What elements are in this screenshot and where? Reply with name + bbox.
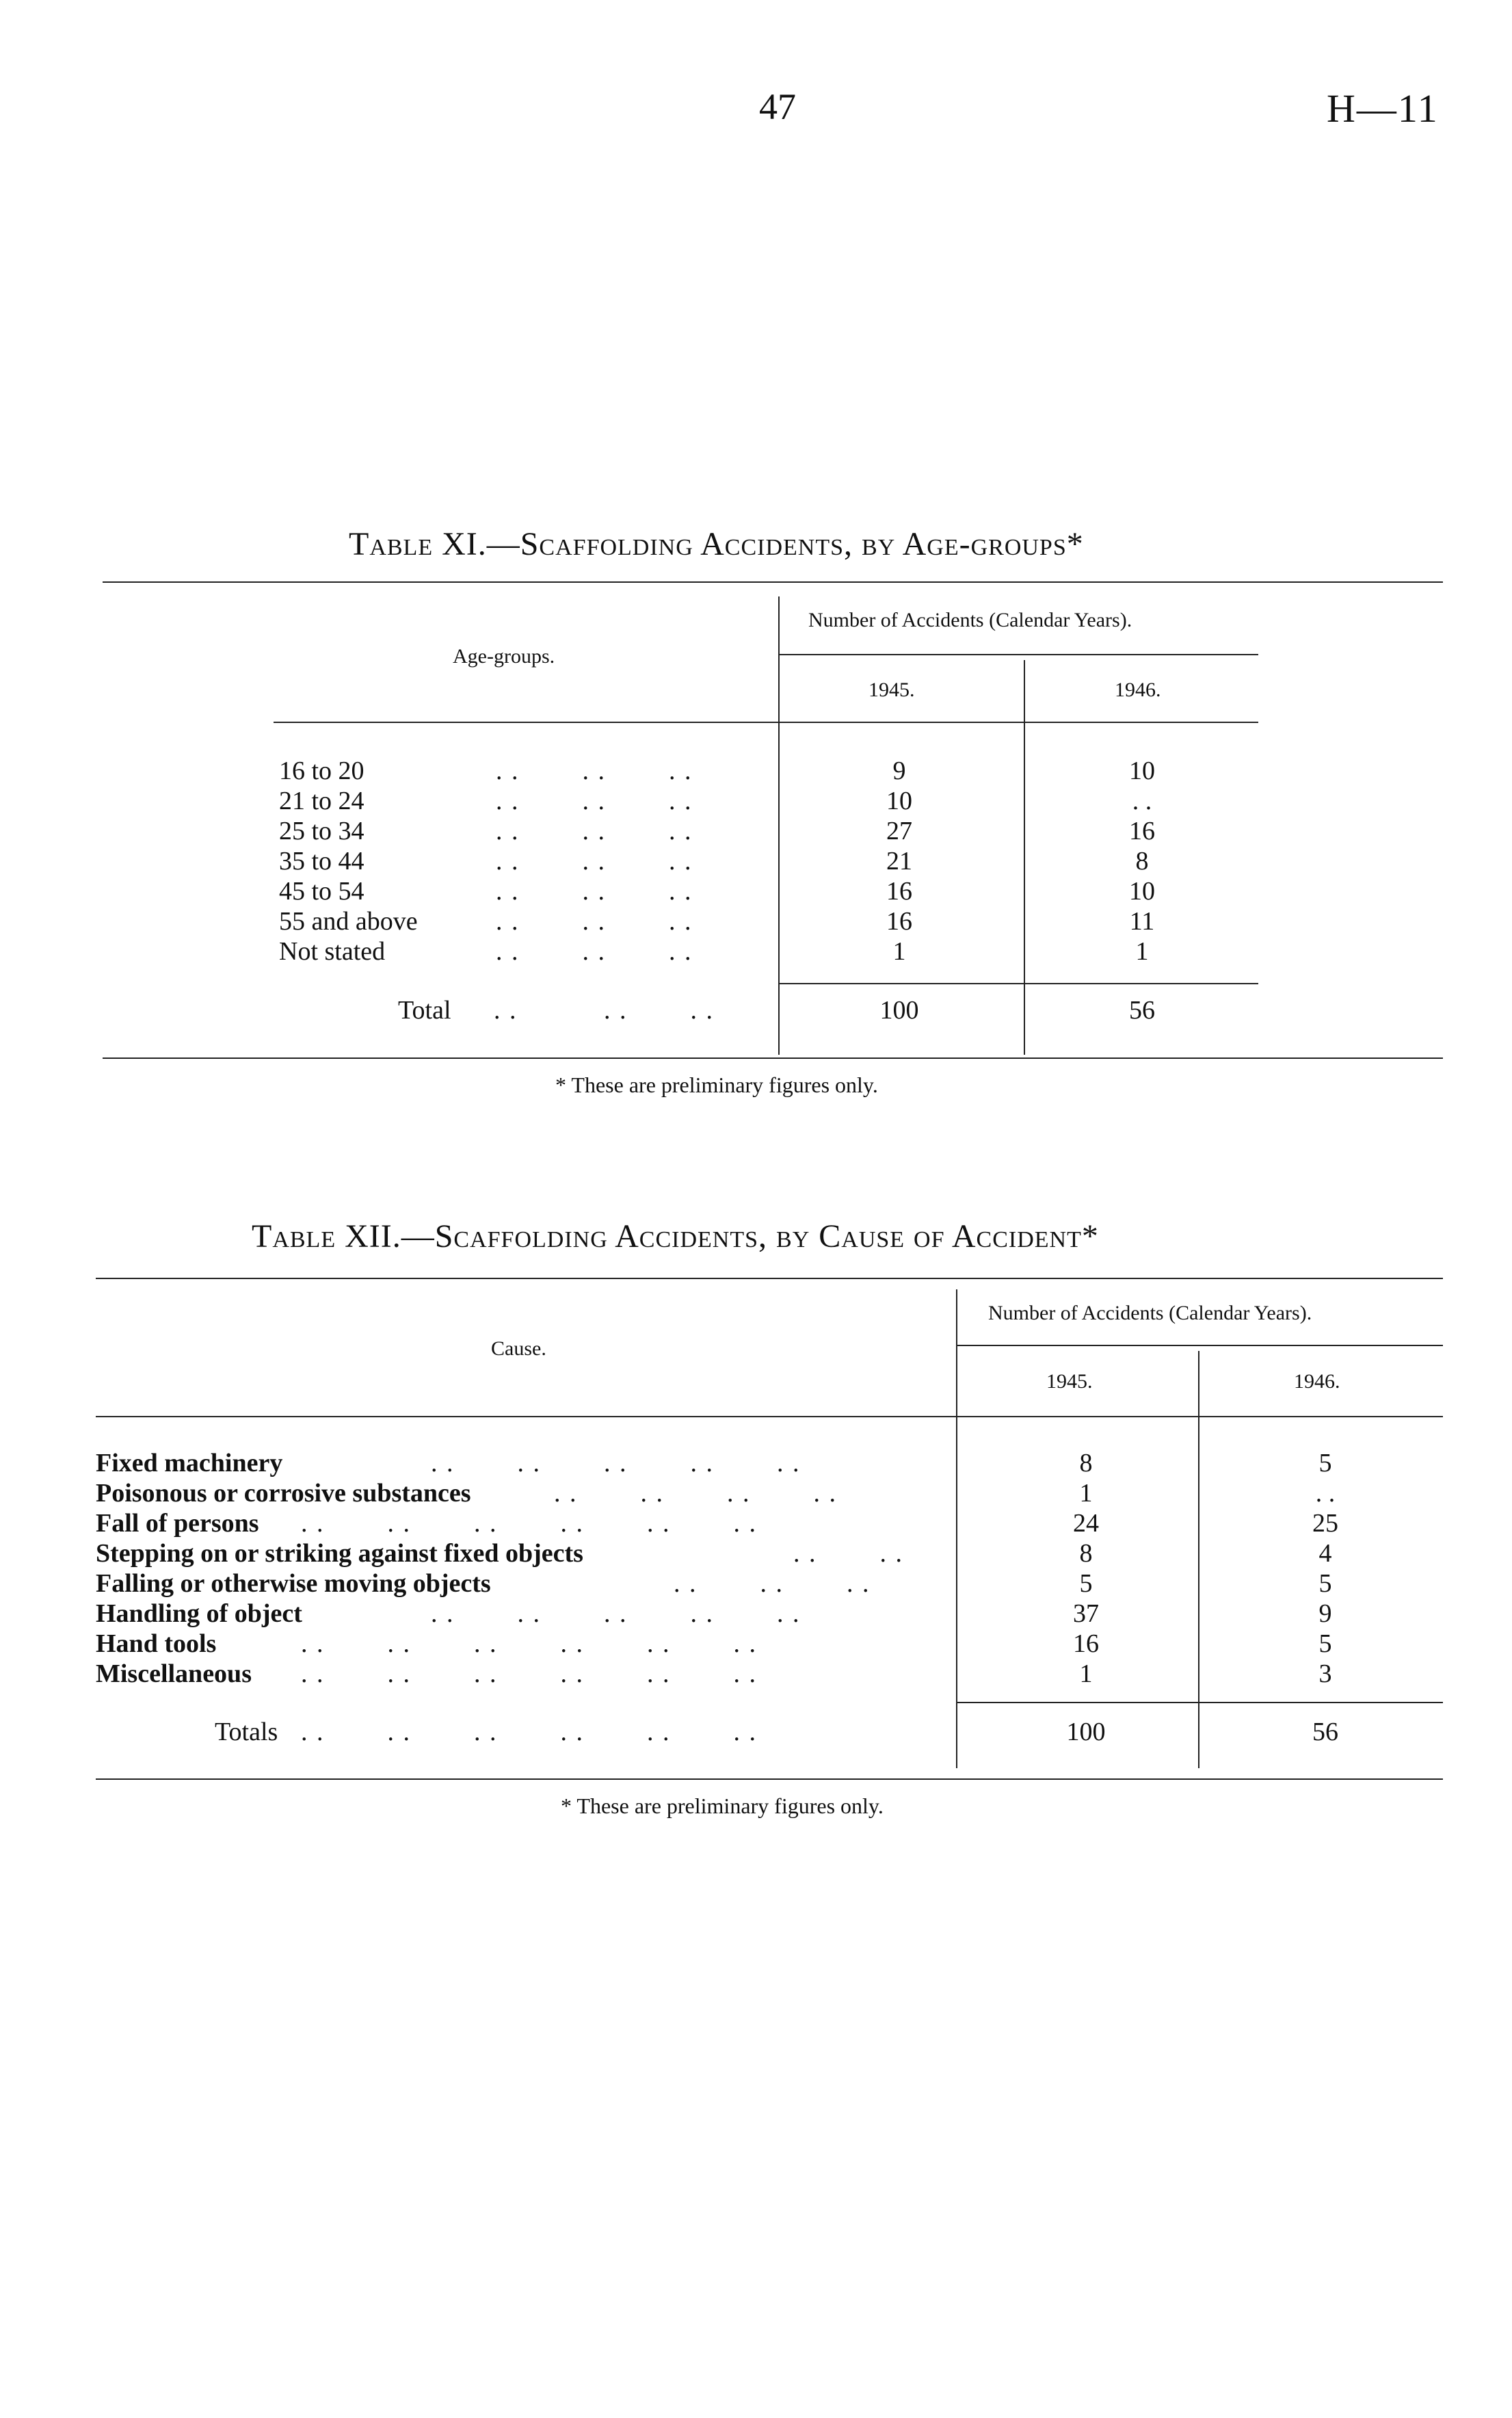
leader-dots: . . . . bbox=[793, 1539, 903, 1568]
row-label: 25 to 34 bbox=[279, 817, 364, 845]
table-xii-row-header: Cause. bbox=[491, 1337, 546, 1360]
table-xi-col-group-header: Number of Accidents (Calendar Years). bbox=[808, 609, 1132, 631]
row-label: Miscellaneous bbox=[96, 1659, 252, 1688]
row-label: Handling of object bbox=[96, 1599, 302, 1628]
value-1946: 16 bbox=[1129, 817, 1155, 845]
total-label: Total bbox=[398, 996, 451, 1025]
table-xii-title: Table XII.—Scaffolding Accidents, by Cause of Accident* bbox=[252, 1218, 1099, 1254]
table-xi-title: Table XI.—Scaffolding Accidents, by Age-groups* bbox=[349, 526, 1084, 562]
row-label: Falling or otherwise moving objects bbox=[96, 1569, 491, 1598]
value-1946: . . bbox=[1315, 1479, 1336, 1508]
row-label: Poisonous or corrosive substances bbox=[96, 1479, 471, 1508]
value-1945: 16 bbox=[886, 877, 912, 906]
value-1945: 16 bbox=[886, 907, 912, 936]
leader-dots: . . . . . . . . . . . . bbox=[301, 1659, 757, 1688]
table-xi-divider-left bbox=[778, 596, 780, 1055]
value-1945: 1 bbox=[1079, 1479, 1093, 1508]
leader-dots: . . . . . . . . . . . . bbox=[301, 1718, 757, 1746]
value-1945: 1 bbox=[1079, 1659, 1093, 1688]
table-xii-bottom-rule bbox=[96, 1778, 1443, 1780]
leader-dots: . . . . . . bbox=[496, 817, 693, 845]
value-1946: 3 bbox=[1318, 1659, 1332, 1688]
leader-dots: . . . . . . bbox=[496, 757, 693, 785]
table-xii-header-rule bbox=[96, 1416, 1443, 1417]
value-1946: 8 bbox=[1135, 847, 1149, 876]
table-xi-footnote: * These are preliminary figures only. bbox=[555, 1073, 878, 1097]
leader-dots: . . . . . . . . . . bbox=[431, 1599, 801, 1628]
row-label: 21 to 24 bbox=[279, 787, 364, 815]
value-1946: 25 bbox=[1312, 1509, 1338, 1538]
row-label: 16 to 20 bbox=[279, 757, 364, 785]
row-label: Hand tools bbox=[96, 1629, 217, 1658]
row-label: 35 to 44 bbox=[279, 847, 364, 876]
table-xi-row-header: Age-groups. bbox=[453, 645, 555, 668]
row-label: Not stated bbox=[279, 937, 386, 966]
leader-dots: . . . . . . bbox=[496, 787, 693, 815]
value-1946: 5 bbox=[1318, 1569, 1332, 1598]
value-1945: 37 bbox=[1073, 1599, 1099, 1628]
table-xii-year-1945: 1945. bbox=[1046, 1370, 1093, 1393]
leader-dots: . . . . . . bbox=[496, 907, 693, 936]
table-xi-top-rule bbox=[103, 581, 1443, 583]
row-label: Stepping on or striking against fixed objects bbox=[96, 1539, 583, 1568]
table-xi-bottom-rule bbox=[103, 1057, 1443, 1059]
table-xi-year-1946: 1946. bbox=[1115, 679, 1161, 701]
leader-dots: . . . . . . bbox=[674, 1569, 871, 1598]
leader-dots: . . . . . . bbox=[496, 877, 693, 906]
table-xi-divider-right bbox=[1024, 660, 1025, 1055]
row-label: 45 to 54 bbox=[279, 877, 364, 906]
table-xi-year-1945: 1945. bbox=[868, 679, 915, 701]
table-xii-group-rule bbox=[957, 1345, 1443, 1346]
leader-dots: . . . . . . . . . . . . bbox=[301, 1629, 757, 1658]
table-xii-divider-left bbox=[956, 1289, 957, 1768]
value-1945: 27 bbox=[886, 817, 912, 845]
value-1945: 5 bbox=[1079, 1569, 1093, 1598]
table-xi-total-rule bbox=[780, 983, 1258, 984]
leader-dots: . . . . . . . . . . bbox=[431, 1449, 801, 1477]
value-1946: 10 bbox=[1129, 877, 1155, 906]
total-1946: 56 bbox=[1129, 996, 1155, 1025]
value-1945: 1 bbox=[892, 937, 906, 966]
value-1946: 9 bbox=[1318, 1599, 1332, 1628]
value-1945: 21 bbox=[886, 847, 912, 876]
value-1946: 11 bbox=[1129, 907, 1155, 936]
table-xii-total-rule bbox=[957, 1702, 1443, 1703]
leader-dots: . . . . . . . . . . . . bbox=[301, 1509, 757, 1538]
table-xii-divider-right bbox=[1198, 1351, 1199, 1768]
leader-dots: . . . . . . bbox=[496, 847, 693, 876]
value-1946: 1 bbox=[1135, 937, 1149, 966]
value-1946: 5 bbox=[1318, 1629, 1332, 1658]
value-1946: 5 bbox=[1318, 1449, 1332, 1477]
value-1946: 10 bbox=[1129, 757, 1155, 785]
table-xi-header-rule bbox=[274, 722, 1258, 723]
total-1946: 56 bbox=[1312, 1718, 1338, 1746]
row-label: 55 and above bbox=[279, 907, 418, 936]
value-1946: 4 bbox=[1318, 1539, 1332, 1568]
value-1945: 9 bbox=[892, 757, 906, 785]
leader-dots: . . . . . . . . bbox=[554, 1479, 837, 1508]
total-1945: 100 bbox=[879, 996, 919, 1025]
table-xi-group-rule bbox=[780, 654, 1258, 655]
value-1945: 8 bbox=[1079, 1539, 1093, 1568]
total-1945: 100 bbox=[1066, 1718, 1106, 1746]
table-xii-col-group-header: Number of Accidents (Calendar Years). bbox=[988, 1302, 1312, 1324]
page-number: 47 bbox=[759, 86, 796, 127]
table-xii-year-1946: 1946. bbox=[1294, 1370, 1340, 1393]
total-label: Totals bbox=[215, 1718, 278, 1746]
row-label: Fixed machinery bbox=[96, 1449, 283, 1477]
table-xii-top-rule bbox=[96, 1278, 1443, 1279]
value-1945: 8 bbox=[1079, 1449, 1093, 1477]
document-reference: H—11 bbox=[1327, 86, 1439, 131]
leader-dots: . . . . . . bbox=[496, 937, 693, 966]
value-1945: 24 bbox=[1073, 1509, 1099, 1538]
value-1945: 16 bbox=[1073, 1629, 1099, 1658]
row-label: Fall of persons bbox=[96, 1509, 259, 1538]
value-1945: 10 bbox=[886, 787, 912, 815]
value-1946: . . bbox=[1132, 787, 1152, 815]
table-xii-footnote: * These are preliminary figures only. bbox=[561, 1793, 884, 1818]
leader-dots: . . . . . . bbox=[494, 996, 714, 1025]
